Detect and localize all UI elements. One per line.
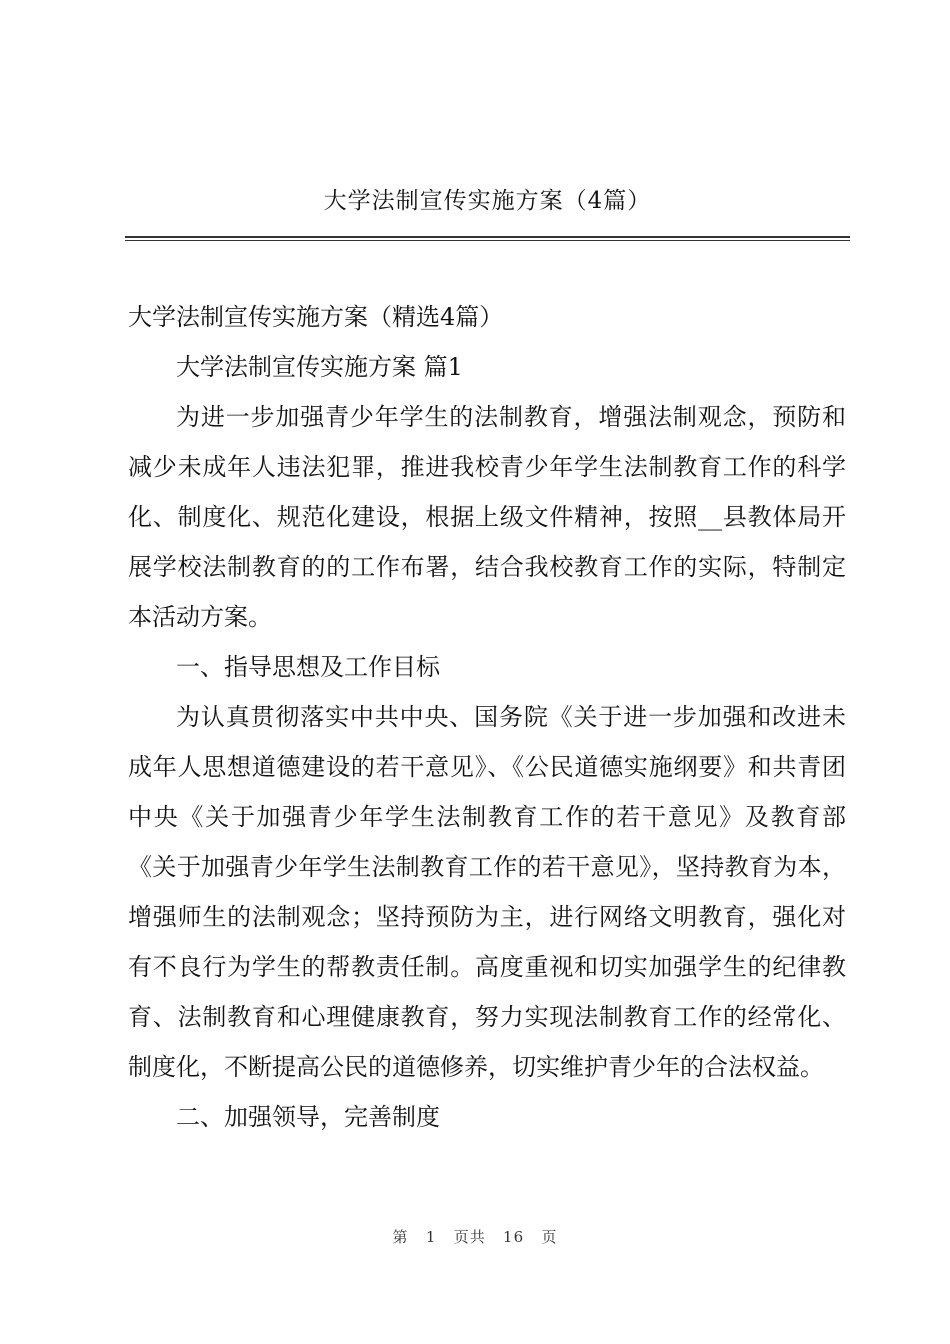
body-paragraph: 为认真贯彻落实中共中央、国务院《关于进一步加强和改进未成年人思想道德建设的若干意见》、《公民道德实施纲要》和共青团中央《关于加强青少年学生法制教育工作的若干意见》及教育部《关于加强青少年学生法制教育工作的若干意见》，坚持教育为本，增强师生的法制观念；坚持预防为主，进行网络文明教育，强化对有不良行为学生的帮教责任制。高度重视和切实加强学生的纪律教育、法制教育和心理健康教育，努力实现法制教育工作的经常化、制度化，不断提高公民的道德修养，切实维护青少年的合法权益。 — [128, 703, 846, 1081]
document-body — [128, 292, 846, 1142]
page-footer — [0, 1227, 950, 1247]
section-heading: 二、加强领导，完善制度 — [176, 1103, 440, 1131]
section-heading: 大学法制宣传实施方案 篇1 — [176, 353, 463, 381]
document-title: 大学法制宣传实施方案（精选4篇） — [128, 303, 504, 331]
page-label-suffix: 页 — [541, 1228, 558, 1246]
page-label-prefix: 第 — [392, 1228, 409, 1246]
page-header-title: 大学法制宣传实施方案（4篇） — [323, 188, 652, 214]
body-paragraph: 为进一步加强青少年学生的法制教育，增强法制观念，预防和减少未成年人违法犯罪，推进我校青少年学生法制教育工作的科学化、制度化、规范化建设，根据上级文件精神，按照__县教体局开展学校法制教育的的工作布署，结合我校教育工作的实际，特制定本活动方案。 — [128, 403, 846, 631]
section-heading: 一、指导思想及工作目标 — [176, 653, 440, 681]
page-total: 16 — [503, 1228, 525, 1246]
page-number: 1 — [425, 1228, 437, 1246]
header-divider — [125, 236, 850, 241]
page-label-middle: 页共 — [453, 1228, 486, 1246]
